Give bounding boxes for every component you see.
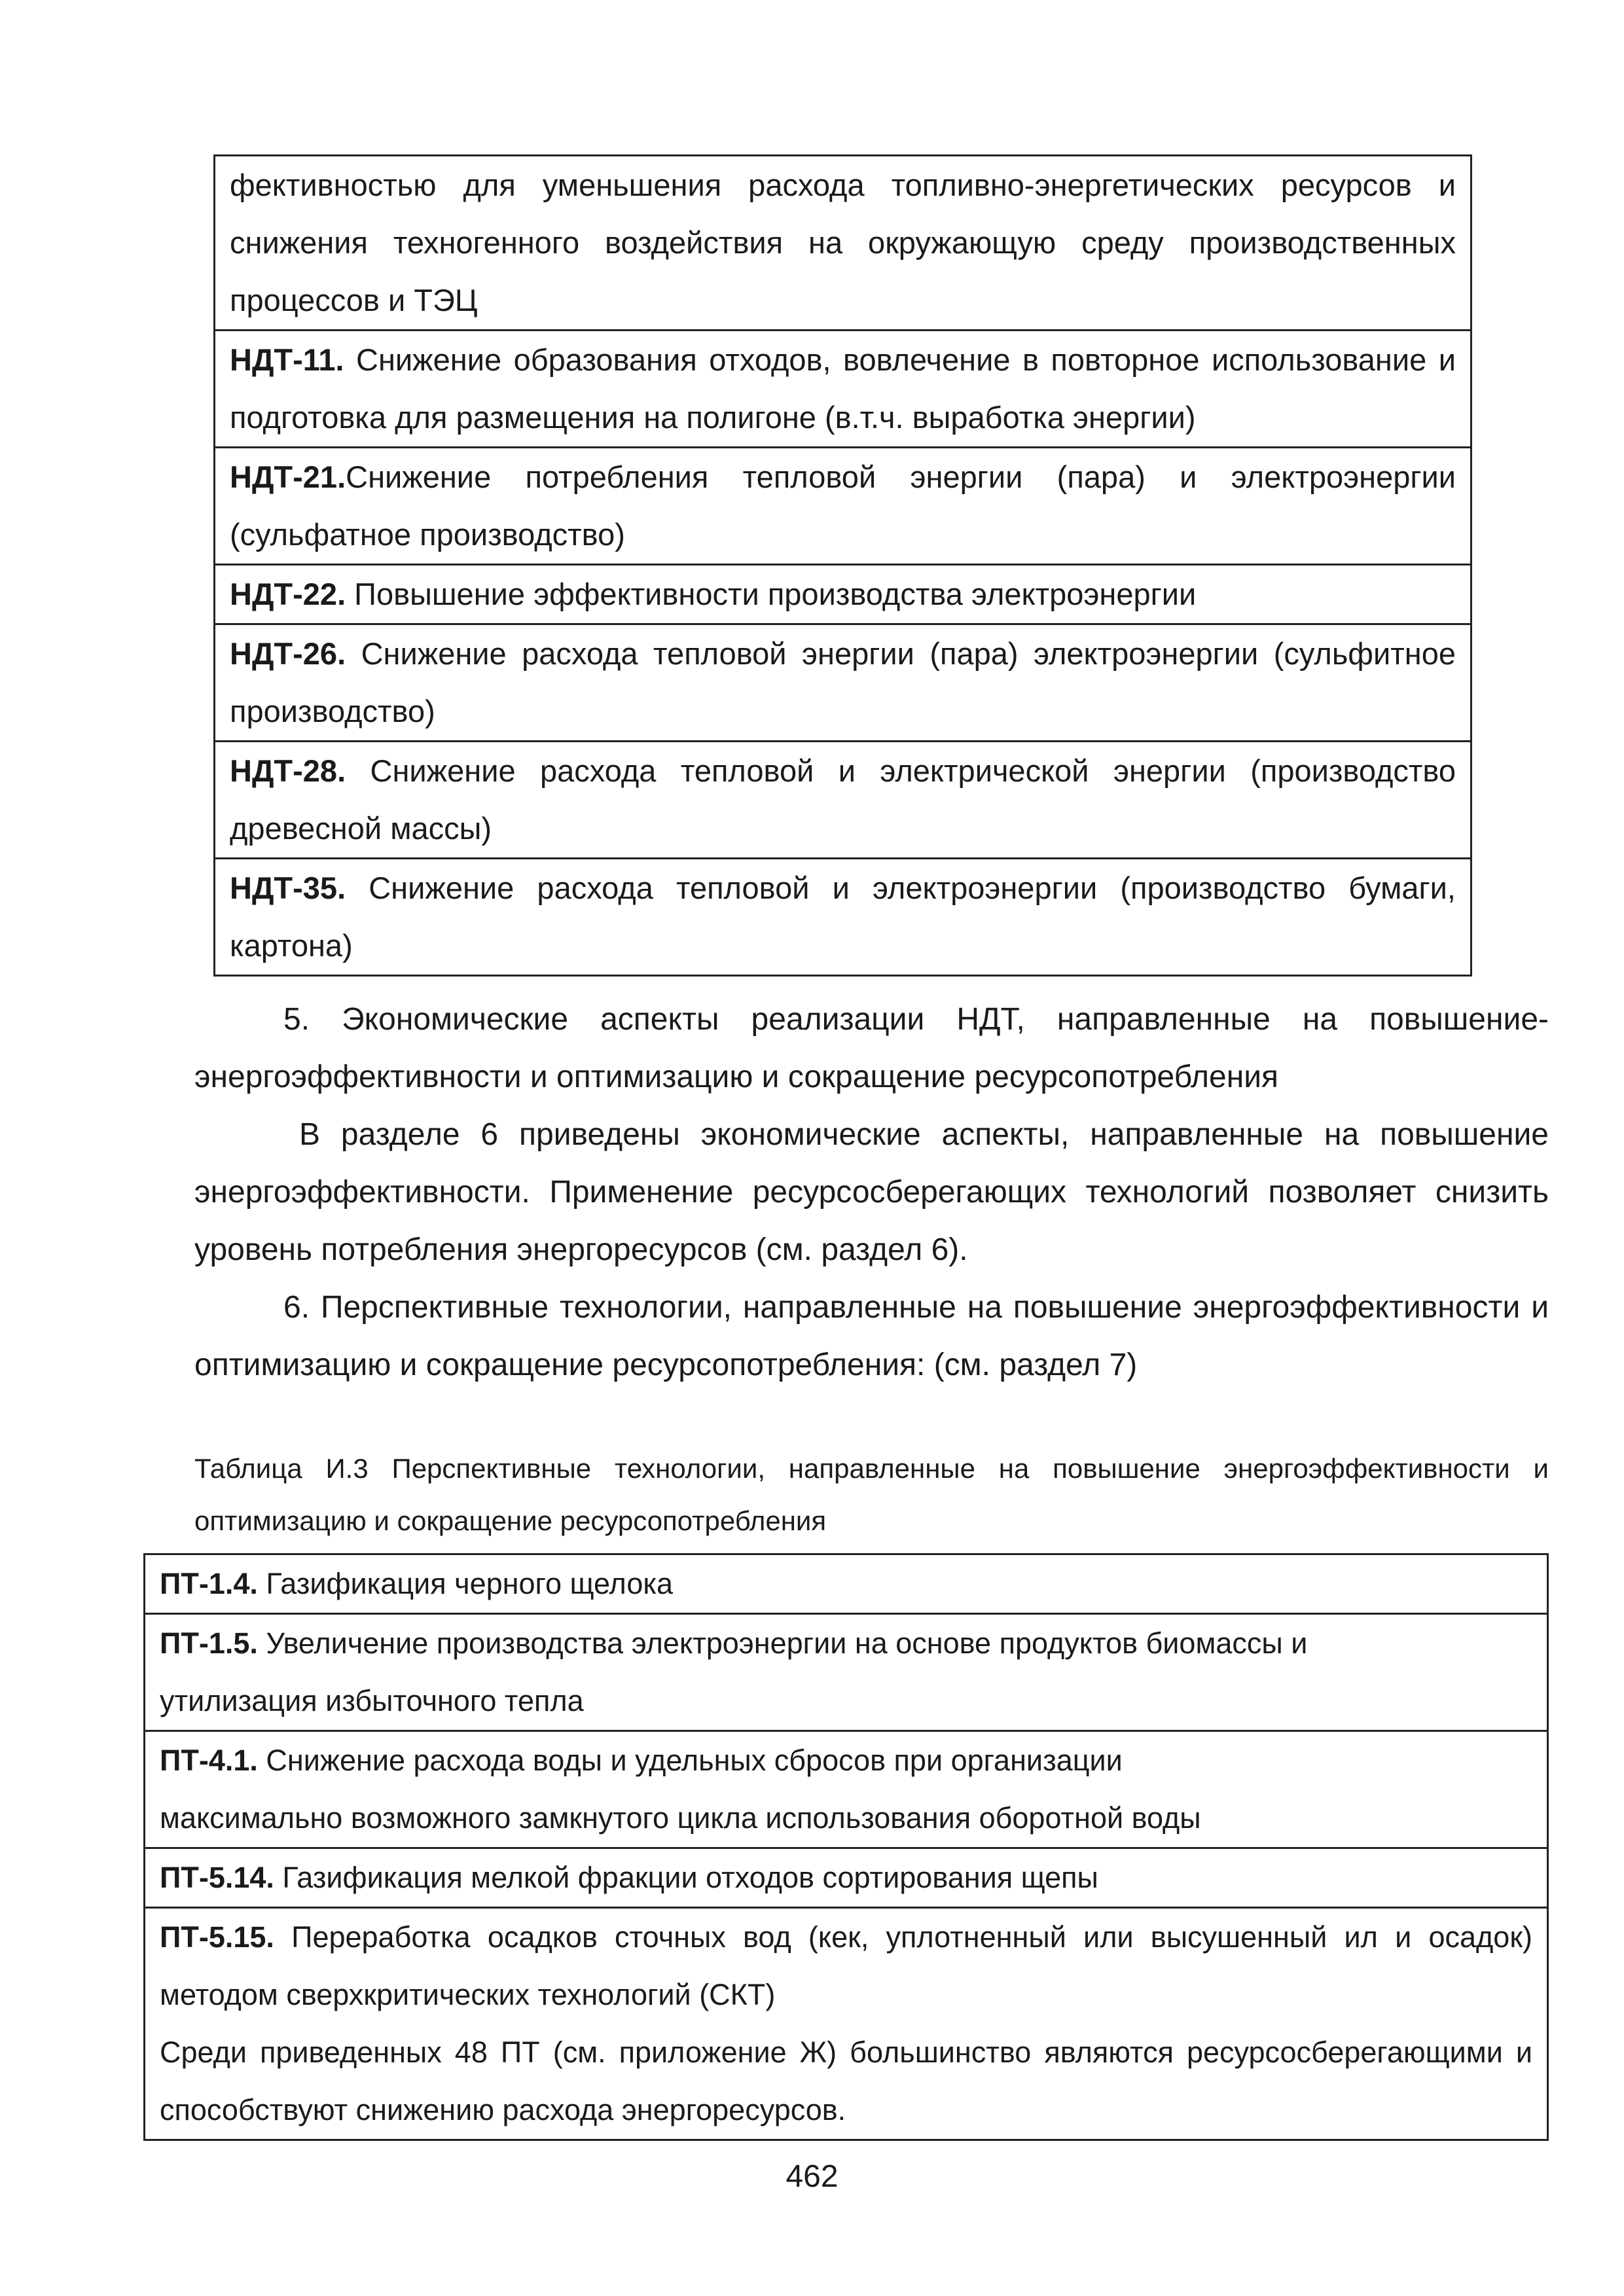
row-text: Увеличение производства электроэнергии на основе продуктов биомассы и [257, 1626, 1308, 1660]
page-number: 462 [785, 2159, 839, 2194]
row-code: ПТ-1.5. [160, 1626, 258, 1660]
table-row [215, 859, 1471, 976]
row-text: Газификация черного щелока [257, 1567, 674, 1600]
table-row [145, 1848, 1548, 1908]
section-6-heading-text: 6. Перспективные технологии, направленные на повышение энергоэффективности и оптимизацию и сокращение ресурсопотребления: (см. раздел 7) [194, 1290, 1549, 1382]
section-5-heading [194, 991, 1549, 1106]
row-text: Снижение расхода тепловой и электрической энергии (производство древесной массы) [230, 753, 1456, 846]
row-text: Переработка осадков сточных вод (кек, уплотненный или высушенный ил и осадок) методом сверхкритических технологий (СКТ) [160, 1920, 1532, 2011]
row-code: НДТ-26. [230, 636, 346, 671]
row-code: НДТ-22. [230, 577, 346, 611]
table-row [215, 742, 1471, 859]
table-caption: Таблица И.3 Перспективные технологии, направленные на повышение энергоэффективности и оптимизацию и сокращение ресурсопотребления [194, 1453, 1549, 1536]
row-code: НДТ-28. [230, 753, 346, 788]
row-code: НДТ-11. [230, 342, 344, 377]
section-5-body-text: В разделе 6 приведены экономические аспекты, направленные на повышение энергоэффективности. Применение ресурсосберегающих технологий позволяет снизить уровень потребления энергоресурсов (см. раздел 6). [194, 1117, 1549, 1267]
row-text: Снижение расхода воды и удельных сбросов при организации [257, 1744, 1123, 1777]
row-text: Газификация мелкой фракции отходов сортирования щепы [274, 1861, 1098, 1894]
table-row [215, 565, 1471, 624]
row-code: ПТ-5.15. [160, 1920, 274, 1954]
table-row [145, 1731, 1548, 1848]
section-5-body [194, 1106, 1549, 1279]
row-note: Среди приведенных 48 ПТ (см. приложение Ж) большинство являются ресурсосберегающими и способствуют снижению расхода энергоресурсов. [160, 2036, 1532, 2126]
row-text: Снижение потребления тепловой энергии (пара) и электроэнергии (сульфатное производство) [230, 459, 1456, 552]
row-text: Повышение эффективности производства электроэнергии [346, 577, 1197, 611]
section-5-heading-text: 5. Экономические аспекты реализации НДТ, направленные на повышение-энергоэффективности и оптимизацию и сокращение ресурсопотребления [194, 1002, 1549, 1094]
row-text-continued: утилизация избыточного тепла [160, 1684, 584, 1717]
row-code: НДТ-21. [230, 459, 346, 494]
table-row [215, 448, 1471, 565]
row-code: НДТ-35. [230, 870, 346, 905]
row-text: фективностью для уменьшения расхода топливно-энергетических ресурсов и снижения техногенного воздействия на окружающую среду производственных процессов и ТЭЦ [230, 168, 1456, 317]
table-row [215, 624, 1471, 742]
section-6-heading [194, 1279, 1549, 1394]
table-row [145, 1614, 1548, 1731]
table-pt [143, 1553, 1549, 2141]
row-text: Снижение расхода тепловой и электроэнергии (производство бумаги, картона) [230, 870, 1456, 963]
table-row [215, 331, 1471, 448]
row-code: ПТ-1.4. [160, 1567, 258, 1600]
row-code: ПТ-4.1. [160, 1744, 258, 1777]
row-code: ПТ-5.14. [160, 1861, 274, 1894]
table-row [145, 1554, 1548, 1614]
row-text: Снижение расхода тепловой энергии (пара) электроэнергии (сульфитное производство) [230, 636, 1456, 728]
row-text: Снижение образования отходов, вовлечение в повторное использование и подготовка для размещения на полигоне (в.т.ч. выработка энергии) [230, 342, 1456, 435]
table-ndt [213, 154, 1472, 977]
table-row [145, 1908, 1548, 2140]
table-row [215, 156, 1471, 331]
row-text-continued: максимально возможного замкнутого цикла использования оборотной воды [160, 1801, 1201, 1835]
